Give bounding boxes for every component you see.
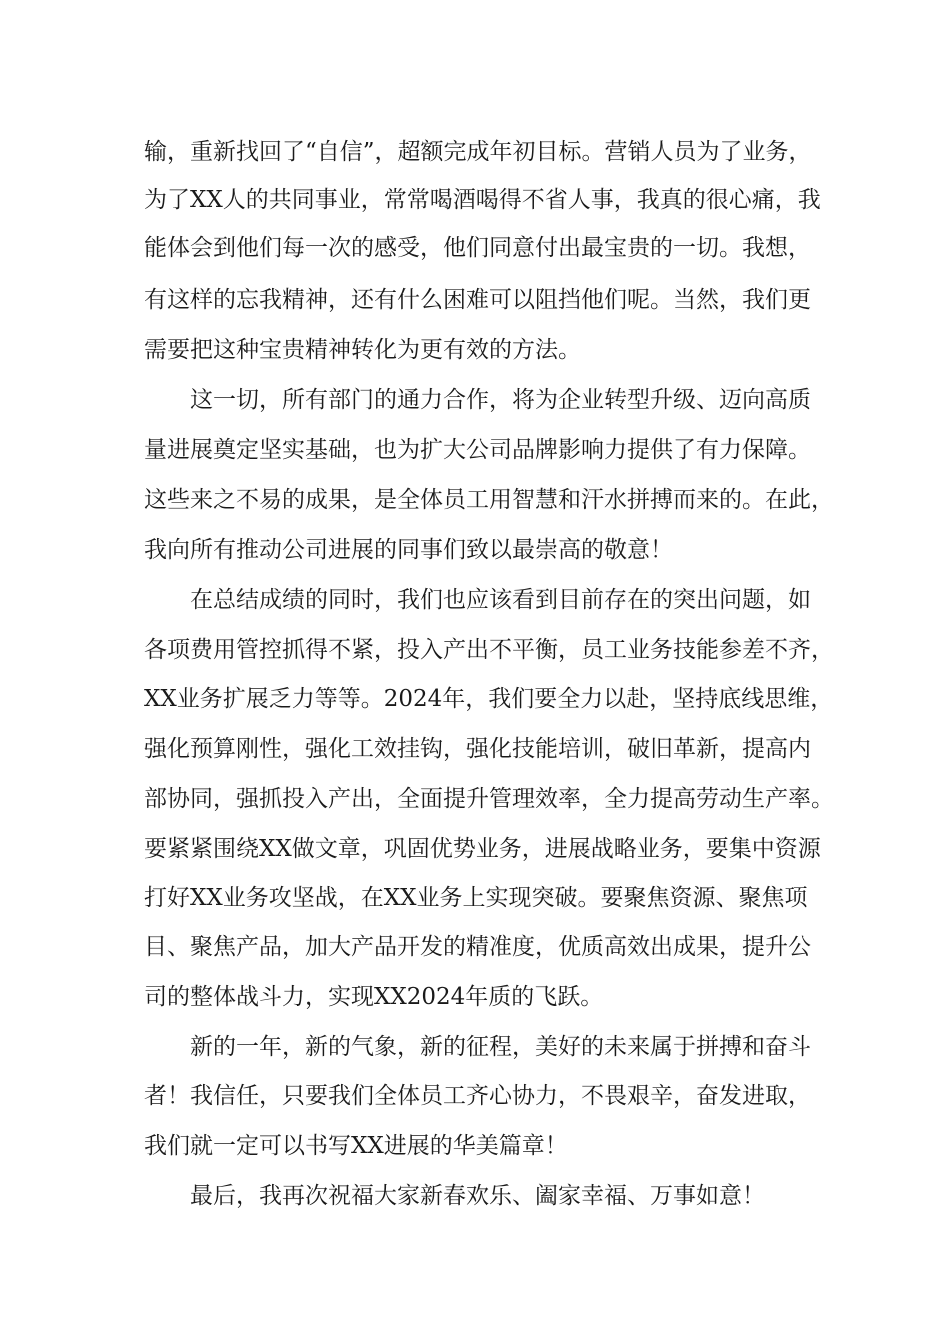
paragraph-2-line-1: 这一切，所有部门的通力合作，将为企业转型升级、迈向高质 xyxy=(190,387,811,413)
paragraph-4-line-1: 新的一年，新的气象，新的征程，美好的未来属于拼搏和奋斗 xyxy=(190,1034,811,1060)
paragraph-4-line-3: 我们就一定可以书写XX进展的华美篇章！ xyxy=(144,1133,568,1159)
paragraph-1-line-5: 需要把这种宝贵精神转化为更有效的方法。 xyxy=(144,337,581,363)
paragraph-3-line-7: 打好XX业务攻坚战，在XX业务上实现突破。要聚焦资源、聚焦项 xyxy=(144,885,808,911)
paragraph-2-line-2: 量进展奠定坚实基础，也为扩大公司品牌影响力提供了有力保障。 xyxy=(144,437,811,463)
paragraph-5-line-1: 最后，我再次祝福大家新春欢乐、阖家幸福、万事如意！ xyxy=(190,1183,765,1209)
paragraph-2-line-3: 这些来之不易的成果，是全体员工用智慧和汗水拼搏而来的。在此， xyxy=(144,487,834,513)
paragraph-3-line-5: 部协同，强抓投入产出，全面提升管理效率，全力提高劳动生产率。 xyxy=(144,786,834,812)
paragraph-1-line-1: 输，重新找回了“自信”，超额完成年初目标。营销人员为了业务， xyxy=(144,139,812,165)
paragraph-2-line-4: 我向所有推动公司进展的同事们致以最崇高的敬意！ xyxy=(144,537,673,563)
paragraph-3-line-2: 各项费用管控抓得不紧，投入产出不平衡，员工业务技能参差不齐， xyxy=(144,637,834,663)
paragraph-3-line-3: XX业务扩展乏力等等。2024年，我们要全力以赴，坚持底线思维， xyxy=(144,686,834,712)
paragraph-1-line-4: 有这样的忘我精神，还有什么困难可以阻挡他们呢。当然，我们更 xyxy=(144,287,811,313)
paragraph-1-line-3: 能体会到他们每一次的感受，他们同意付出最宝贵的一切。我想， xyxy=(144,235,811,261)
paragraph-3-line-6: 要紧紧围绕XX做文章，巩固优势业务，进展战略业务，要集中资源 xyxy=(144,836,821,862)
paragraph-1-line-2: 为了XX人的共同事业，常常喝酒喝得不省人事，我真的很心痛，我 xyxy=(144,187,821,213)
paragraph-3-line-9: 司的整体战斗力，实现XX2024年质的飞跃。 xyxy=(144,984,604,1010)
paragraph-4-line-2: 者！我信任，只要我们全体员工齐心协力，不畏艰辛，奋发进取， xyxy=(144,1083,811,1109)
paragraph-3-line-1: 在总结成绩的同时，我们也应该看到目前存在的突出问题，如 xyxy=(190,587,811,613)
paragraph-3-line-4: 强化预算刚性，强化工效挂钩，强化技能培训，破旧革新，提高内 xyxy=(144,736,811,762)
paragraph-3-line-8: 目、聚焦产品，加大产品开发的精准度，优质高效出成果，提升公 xyxy=(144,934,811,960)
